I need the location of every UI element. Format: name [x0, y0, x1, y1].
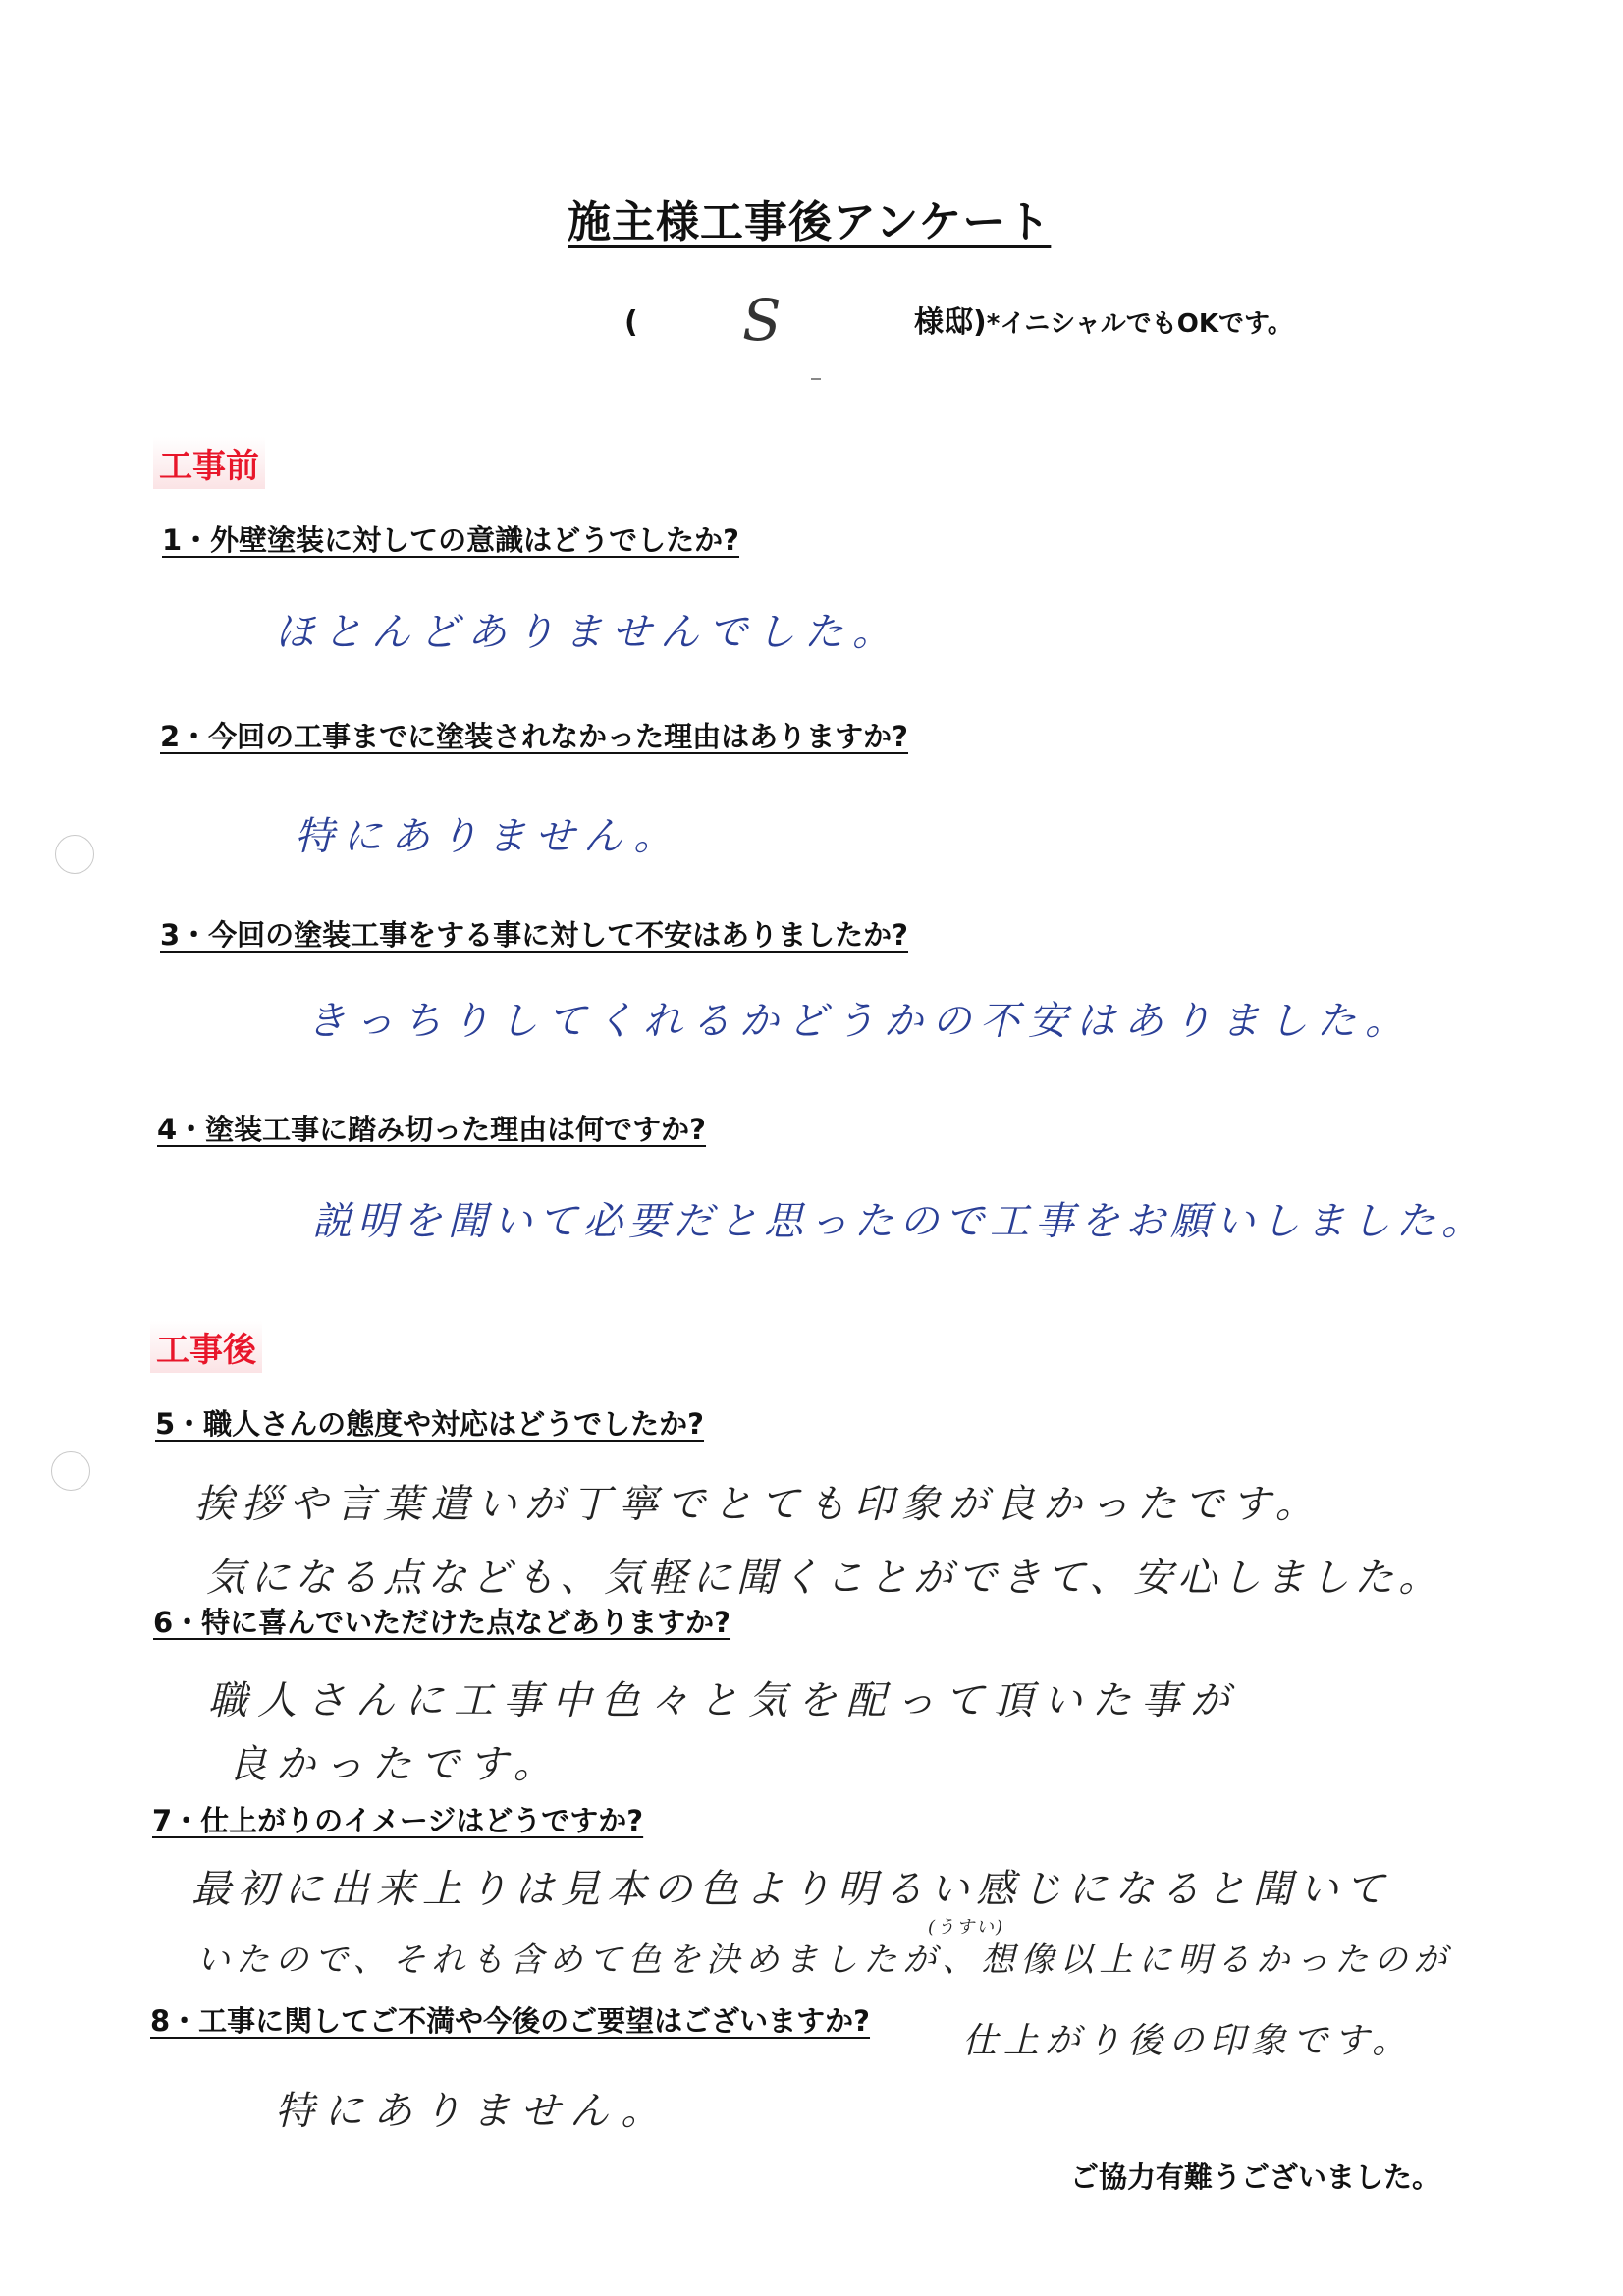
question-6: 6・特に喜んでいただけた点などありますか?: [153, 1606, 731, 1639]
paren-open: (: [624, 305, 638, 340]
closing-message: ご協力有難うございました。: [1070, 2160, 1441, 2194]
initial-note: *イニシャルでもOKです。: [986, 309, 1293, 339]
answer-5-line-1: 挨拶や言葉遣いが丁寧でとても印象が良かったです。: [194, 1482, 1323, 1527]
answer-2-line-1: 特にありません。: [295, 814, 682, 859]
name-suffix: 様邸): [914, 305, 987, 340]
binder-hole-bottom: [51, 1451, 90, 1491]
question-2: 2・今回の工事までに塗装されなかった理由はありますか?: [160, 720, 909, 753]
answer-5-line-2: 気になる点なども、気軽に聞くことができて、安心しました。: [206, 1556, 1443, 1601]
answer-8-line-1: 特にありません。: [275, 2089, 671, 2134]
answer-6-line-2: 良かったです。: [228, 1742, 562, 1787]
answer-7-note: (うすい): [928, 1917, 1005, 1938]
answer-7-line-2: いたので、それも含めて色を決めましたが、想像以上に明るかったのが: [196, 1941, 1453, 1980]
answer-1-line-1: ほとんどありませんでした。: [275, 610, 900, 655]
question-3: 3・今回の塗装工事をする事に対して不安はありましたか?: [160, 918, 909, 952]
section-after-heading: 工事後: [150, 1321, 262, 1373]
question-4: 4・塗装工事に踏み切った理由は何ですか?: [157, 1113, 707, 1146]
respondent-initial: S: [742, 287, 782, 354]
answer-6-line-1: 職人さんに工事中色々と気を配って頂いた事が: [208, 1678, 1239, 1723]
answer-3-line-1: きっちりしてくれるかどうかの不安はありました。: [306, 999, 1413, 1044]
question-5: 5・職人さんの態度や対応はどうでしたか?: [155, 1407, 705, 1441]
answer-7-line-3: 仕上がり後の印象です。: [962, 2021, 1414, 2061]
page-title: 施主様工事後アンケート: [568, 197, 1052, 247]
answer-4-line-1: 説明を聞いて必要だと思ったので工事をお願いしました。: [312, 1199, 1487, 1244]
question-1: 1・外壁塗装に対しての意識はどうでしたか?: [162, 523, 740, 557]
scan-mark: [811, 378, 821, 380]
question-7: 7・仕上がりのイメージはどうですか?: [152, 1804, 644, 1837]
question-8: 8・工事に関してご不満や今後のご要望はございますか?: [150, 2004, 871, 2038]
binder-hole-top: [55, 835, 94, 874]
section-before-heading: 工事前: [153, 437, 265, 489]
respondent-name-line: [624, 287, 1293, 354]
answer-7-line-1: 最初に出来上りは見本の色より明るい感じになると聞いて: [191, 1867, 1391, 1912]
